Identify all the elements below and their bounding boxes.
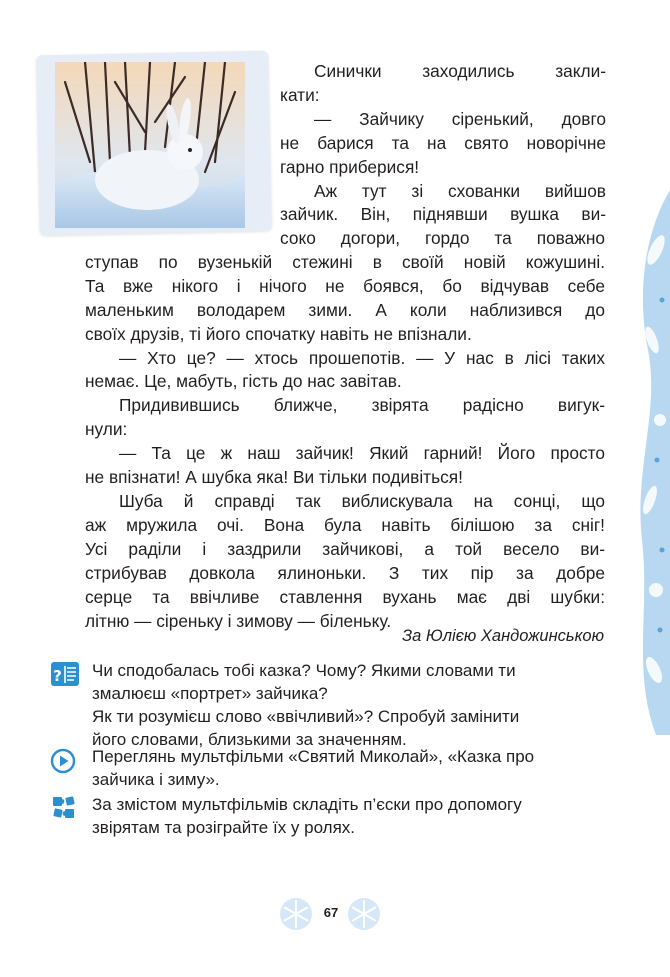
story-line: гарно приберися! xyxy=(280,156,420,177)
story-line: Та вже нікого і нічого не боявся, бо відчував себе xyxy=(85,275,605,296)
snowflake-icon xyxy=(278,896,314,932)
story-line: Придивившись ближче, звірята радісно вигук- xyxy=(119,395,605,416)
story-line: не барися та на свято новорічне xyxy=(280,132,606,153)
story-line: аж мружила очі. Вона була навіть білішою за сніг! xyxy=(85,514,605,535)
story-author: За Юлією Хандожинською xyxy=(401,627,604,645)
snowflake-icon xyxy=(346,896,382,932)
task-line: За змістом мультфільмів складіть п’єски про допомогу xyxy=(92,795,522,814)
task-line: Як ти розумієш слово «ввічливий»? Спробуй замінити xyxy=(92,707,520,726)
task-line: зайчика і зиму». xyxy=(92,770,220,789)
task-watch xyxy=(92,745,612,791)
play-circle-icon xyxy=(50,748,76,774)
story-line: — Хто це? — хтось прошепотів. — У нас в лісі таких xyxy=(119,347,605,368)
question-book-icon xyxy=(50,660,80,688)
page-footer xyxy=(0,896,670,930)
story-line: немає. Це, мабуть, гість до нас завітав. xyxy=(85,371,402,392)
story-line: кати: xyxy=(280,84,320,105)
story-line: нули: xyxy=(85,419,128,440)
story-line: своїх друзів, ті його спочатку навіть не впізнали. xyxy=(85,323,472,344)
task-line: Переглянь мультфільми «Святий Миколай», «Казка про xyxy=(92,747,535,766)
task-questions xyxy=(92,659,612,751)
story-line: літню — сіреньку і зимову — біленьку. xyxy=(85,610,392,631)
task-line: Чи сподобалась тобі казка? Чому? Якими словами ти xyxy=(92,661,516,680)
story-line: — Зайчику сіренький, довго xyxy=(314,108,606,129)
page-number: 67 xyxy=(323,905,339,920)
story-narrow-block xyxy=(280,60,606,227)
side-ornament xyxy=(626,190,670,735)
story-line: зайчик. Він, піднявши вушка ви- xyxy=(280,204,606,225)
story-line: не впізнати! А шубка яка! Ви тільки подивіться! xyxy=(85,467,463,488)
story-line: Аж тут зі схованки вийшов xyxy=(314,180,606,201)
story-line: маленьким володарем зими. А коли наблизився до xyxy=(85,299,605,320)
story-line: серце та ввічливе ставлення вухань має дві шубки: xyxy=(85,586,605,607)
story-wide-block xyxy=(85,227,605,633)
task-line: його словами, близькими за значенням. xyxy=(92,730,407,749)
story-line: ступав по вузенькій стежині в своїй новій кожушині. xyxy=(85,251,605,272)
task-roleplay xyxy=(92,793,612,839)
story-line: Синички заходились закли- xyxy=(314,61,606,81)
story-line: соко догори, гордо та поважно xyxy=(280,228,605,248)
svg-text:?: ? xyxy=(53,667,62,685)
hare-photo xyxy=(55,62,245,228)
task-line: змалюєш «портрет» зайчика? xyxy=(92,684,328,703)
story-line: стрибував довкола ялиноньки. З тих пір за добре xyxy=(85,562,605,583)
task-line: звірятам та розіграйте їх у ролях. xyxy=(92,818,356,837)
puzzle-icon xyxy=(50,794,78,822)
story-line: — Та це ж наш зайчик! Який гарний! Його просто xyxy=(119,443,605,464)
story-line: Шуба й справді так виблискувала на сонці, що xyxy=(119,490,605,511)
story-line: Усі раділи і заздрили зайчикові, а той весело ви- xyxy=(85,538,605,559)
